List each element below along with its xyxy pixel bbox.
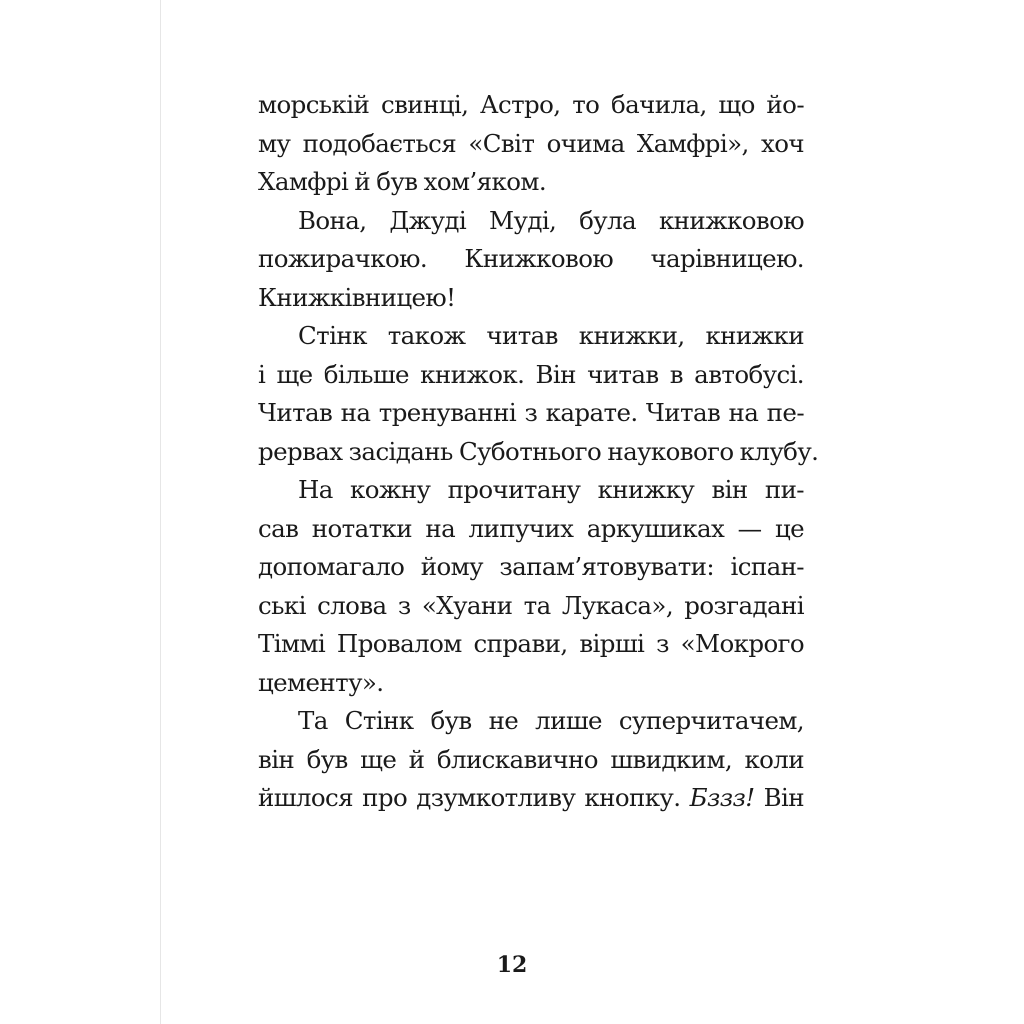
text-line: На кожну прочитану книжку він пи- (298, 475, 804, 504)
text-line: ські слова з «Хуани та Лукаса», розгадані (258, 590, 804, 620)
text-line: пожирачкою. Книжковою чарівницею. (258, 244, 804, 273)
text-line: він був ще й блискавично швидким, коли (258, 744, 804, 774)
text-line: му подобається «Світ очима Хамфрі», хоч (258, 128, 804, 158)
text-line: допомагало йому запам’ятовувати: іспан- (258, 552, 804, 581)
body-text (258, 86, 819, 818)
text-line: рервах засідань Суботнього наукового клубу. (258, 436, 819, 466)
text-segment: йшлося про дзумкотливу кнопку. (258, 783, 690, 812)
text-line: морській свинці, Астро, то бачила, що йо- (258, 90, 804, 119)
text-line: Книжківницею! (258, 282, 456, 312)
text-line: Вона, Джуді Муді, була книжковою (298, 205, 804, 235)
text-line: і ще більше книжок. Він читав в автобусі. (258, 359, 804, 389)
text-line: цементу». (258, 667, 384, 697)
text-line: сав нотатки на липучих аркушиках — це (258, 513, 804, 543)
text-segment: Він (754, 783, 804, 812)
text-line: Тіммі Провалом справи, вірші з «Мокрого (258, 629, 804, 658)
text-line: Читав на тренуванні з карате. Читав на пе- (258, 398, 804, 427)
page-number: 12 (496, 952, 528, 978)
text-line: Стінк також читав книжки, книжки (298, 321, 804, 350)
page-edge-divider (160, 0, 161, 1024)
text-line: Хамфрі й був хом’яком. (258, 167, 547, 196)
text-line: Та Стінк був не лише суперчитачем, (298, 706, 804, 735)
emphasis-text: Бззз! (689, 783, 755, 812)
text-line-with-emphasis (258, 779, 804, 818)
